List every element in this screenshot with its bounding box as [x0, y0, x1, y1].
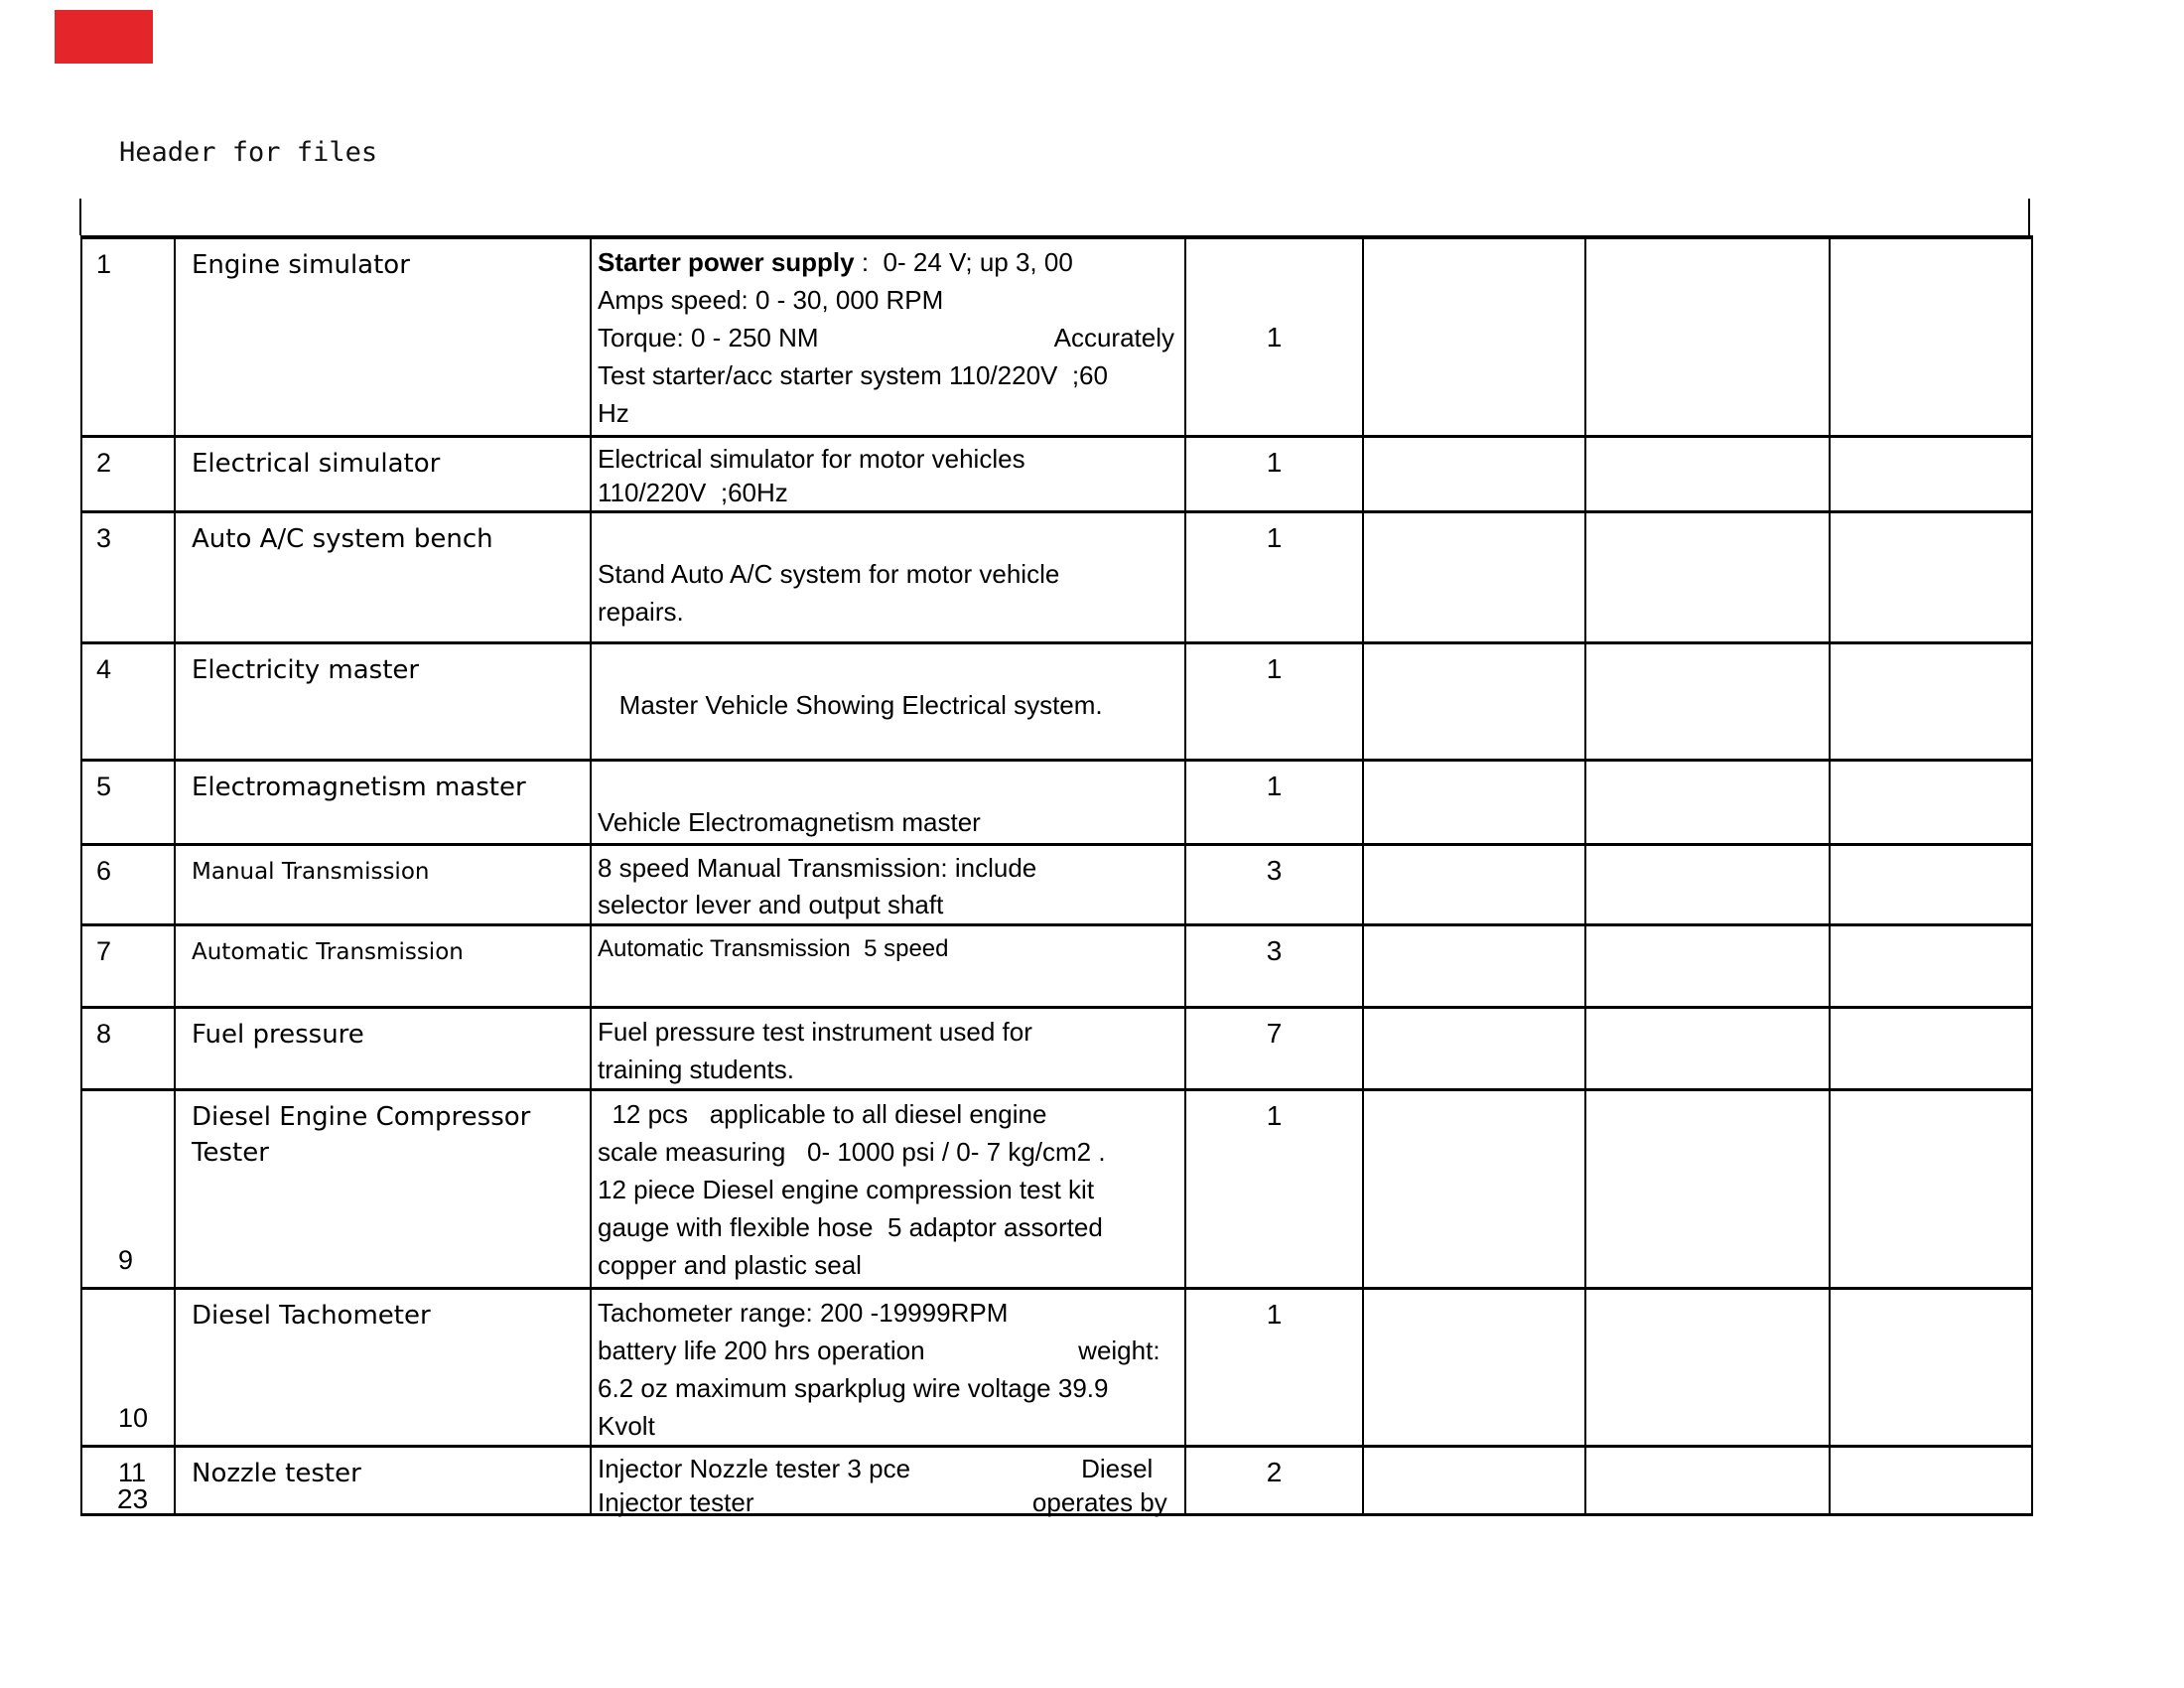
quantity-cell [1185, 761, 1363, 845]
description-line: Tachometer range: 200 -19999RPM [598, 1298, 1009, 1328]
empty-cell [1363, 845, 1585, 925]
item-name-cell [175, 925, 591, 1008]
description-line: Hz [598, 398, 629, 428]
description-line [598, 766, 1174, 803]
empty-cell [1363, 1008, 1585, 1090]
item-name: Manual Transmission [192, 859, 430, 885]
quantity-cell [1185, 512, 1363, 643]
description-line: Starter power supply : 0- 24 V; up 3, 00 [598, 247, 1073, 277]
row-number: 11 [118, 1458, 147, 1487]
row-number: 1 [96, 249, 112, 279]
description-line: Injector Nozzle tester 3 pce Diesel [598, 1454, 1174, 1483]
empty-cell [1830, 1289, 2032, 1447]
quantity-cell [1185, 643, 1363, 761]
row-number: 10 [118, 1403, 149, 1433]
row-number: 7 [96, 936, 112, 966]
empty-cell [1830, 761, 2032, 845]
equipment-table [80, 235, 2033, 1516]
quantity-value: 1 [1266, 321, 1283, 352]
description-line: Injector tester operates by [598, 1487, 1174, 1517]
quantity-cell [1185, 1289, 1363, 1447]
empty-cell [1585, 1090, 1830, 1289]
table-row [81, 437, 2032, 512]
empty-cell [1830, 512, 2032, 643]
row-number-cell [81, 925, 175, 1008]
quantity-cell [1185, 1008, 1363, 1090]
table-row [81, 1447, 2032, 1515]
row-number-cell [81, 437, 175, 512]
empty-cell [1363, 1447, 1585, 1515]
quantity-cell [1185, 437, 1363, 512]
item-name-cell [175, 1447, 591, 1515]
description-line: training students. [598, 1055, 795, 1084]
empty-cell [1585, 845, 1830, 925]
item-name-cell [175, 1289, 591, 1447]
row-number-cell [81, 1289, 175, 1447]
row-number-cell [81, 512, 175, 643]
item-description-cell [591, 1447, 1185, 1515]
item-description-cell [591, 437, 1185, 512]
quantity-value: 2 [1266, 1457, 1283, 1487]
empty-cell [1363, 925, 1585, 1008]
empty-cell [1585, 643, 1830, 761]
item-name-cell [175, 845, 591, 925]
item-description-cell [591, 1289, 1185, 1447]
item-name: Diesel Engine Compressor Tester [192, 1102, 531, 1168]
table-row [81, 1008, 2032, 1090]
quantity-cell [1185, 1447, 1363, 1515]
item-description-cell [591, 925, 1185, 1008]
empty-cell [1830, 1447, 2032, 1515]
description-line: repairs. [598, 597, 684, 627]
table-row [81, 761, 2032, 845]
empty-cell [1363, 1289, 1585, 1447]
item-description-cell [591, 1090, 1185, 1289]
document-header-text: Header for files [119, 137, 378, 168]
row-number-cell [81, 1090, 175, 1289]
description-line: 12 piece Diesel engine compression test kit [598, 1175, 1095, 1204]
quantity-value: 1 [1266, 771, 1283, 801]
description-line: Vehicle Electromagnetism master [598, 807, 981, 837]
item-name: Diesel Tachometer [192, 1301, 431, 1331]
item-name: Automatic Transmission [192, 939, 464, 965]
row-number-cell [81, 643, 175, 761]
page-number: 23 [117, 1483, 149, 1514]
empty-cell [1830, 845, 2032, 925]
equipment-table-body [81, 237, 2032, 1515]
description-line: Kvolt [598, 1411, 655, 1441]
description-line: 110/220V ;60Hz [598, 478, 788, 507]
row-number-cell [81, 237, 175, 437]
empty-cell [1585, 1289, 1830, 1447]
description-line: scale measuring 0- 1000 psi / 0- 7 kg/cm2 . [598, 1137, 1106, 1167]
row-number: 6 [96, 856, 112, 886]
table-row [81, 643, 2032, 761]
item-name: Engine simulator [192, 250, 410, 280]
item-name-cell [175, 1090, 591, 1289]
empty-cell [1585, 512, 1830, 643]
item-description-cell [591, 237, 1185, 437]
quantity-value: 1 [1266, 1100, 1283, 1131]
item-name: Fuel pressure [192, 1020, 364, 1050]
row-number: 5 [96, 772, 112, 801]
table-row [81, 845, 2032, 925]
row-number: 9 [118, 1245, 134, 1275]
description-line: Electrical simulator for motor vehicles [598, 444, 1025, 474]
quantity-value: 3 [1266, 935, 1283, 966]
description-line: Stand Auto A/C system for motor vehicle [598, 559, 1060, 589]
empty-cell [1363, 237, 1585, 437]
empty-cell [1363, 1090, 1585, 1289]
row-number: 2 [96, 448, 112, 478]
description-line: 8 speed Manual Transmission: include [598, 853, 1037, 883]
quantity-value: 1 [1266, 653, 1283, 684]
description-line: Torque: 0 - 250 NM Accurately [598, 323, 1174, 352]
description-line [598, 648, 1174, 686]
quantity-cell [1185, 845, 1363, 925]
item-name-cell [175, 1008, 591, 1090]
empty-cell [1830, 1090, 2032, 1289]
row-number-cell [81, 1008, 175, 1090]
row-number-cell [81, 845, 175, 925]
description-line: selector lever and output shaft [598, 890, 944, 919]
empty-cell [1830, 643, 2032, 761]
table-row [81, 1289, 2032, 1447]
description-line: 12 pcs applicable to all diesel engine [598, 1099, 1047, 1129]
item-name: Electrical simulator [192, 449, 441, 479]
quantity-value: 1 [1266, 1299, 1283, 1330]
description-line: Master Vehicle Showing Electrical system. [598, 690, 1103, 720]
description-line [598, 517, 1174, 555]
item-description-cell [591, 761, 1185, 845]
empty-cell [1363, 643, 1585, 761]
empty-cell [1585, 761, 1830, 845]
description-line: 6.2 oz maximum sparkplug wire voltage 39.9 [598, 1373, 1109, 1403]
row-number: 4 [96, 654, 112, 684]
empty-cell [1585, 925, 1830, 1008]
description-line: copper and plastic seal [598, 1250, 862, 1280]
quantity-cell [1185, 925, 1363, 1008]
item-name: Electricity master [192, 655, 420, 685]
empty-cell [1363, 761, 1585, 845]
description-line: Test starter/acc starter system 110/220V ;60 [598, 360, 1108, 390]
item-name-cell [175, 643, 591, 761]
quantity-value: 7 [1266, 1018, 1283, 1049]
quantity-value: 3 [1266, 855, 1283, 886]
description-line: Automatic Transmission 5 speed [598, 935, 949, 962]
empty-cell [1830, 925, 2032, 1008]
row-number-cell [81, 761, 175, 845]
item-description-cell [591, 845, 1185, 925]
quantity-cell [1185, 1090, 1363, 1289]
empty-cell [1585, 237, 1830, 437]
quantity-cell [1185, 237, 1363, 437]
row-number: 8 [96, 1019, 112, 1049]
quantity-value: 1 [1266, 447, 1283, 478]
item-description-cell [591, 1008, 1185, 1090]
row-number: 3 [96, 523, 112, 553]
item-name-cell [175, 237, 591, 437]
item-name: Nozzle tester [192, 1459, 361, 1488]
empty-cell [1585, 1008, 1830, 1090]
description-line: Amps speed: 0 - 30, 000 RPM [598, 285, 944, 315]
table-row [81, 237, 2032, 437]
item-name-cell [175, 437, 591, 512]
item-name: Electromagnetism master [192, 773, 526, 802]
item-description-cell [591, 643, 1185, 761]
item-name-cell [175, 512, 591, 643]
table-row [81, 512, 2032, 643]
table-top-left-border-stub [79, 199, 81, 235]
empty-cell [1585, 437, 1830, 512]
table-row [81, 925, 2032, 1008]
empty-cell [1830, 437, 2032, 512]
table-top-right-border-stub [2028, 199, 2030, 235]
item-description-cell [591, 512, 1185, 643]
empty-cell [1585, 1447, 1830, 1515]
description-line: Fuel pressure test instrument used for [598, 1017, 1032, 1047]
empty-cell [1363, 512, 1585, 643]
description-line: battery life 200 hrs operation weight: [598, 1336, 1174, 1365]
empty-cell [1830, 237, 2032, 437]
red-marker [55, 10, 153, 64]
item-name: Auto A/C system bench [192, 524, 493, 554]
empty-cell [1363, 437, 1585, 512]
table-row [81, 1090, 2032, 1289]
quantity-value: 1 [1266, 522, 1283, 553]
description-line: gauge with flexible hose 5 adaptor assorted [598, 1212, 1103, 1242]
empty-cell [1830, 1008, 2032, 1090]
item-name-cell [175, 761, 591, 845]
